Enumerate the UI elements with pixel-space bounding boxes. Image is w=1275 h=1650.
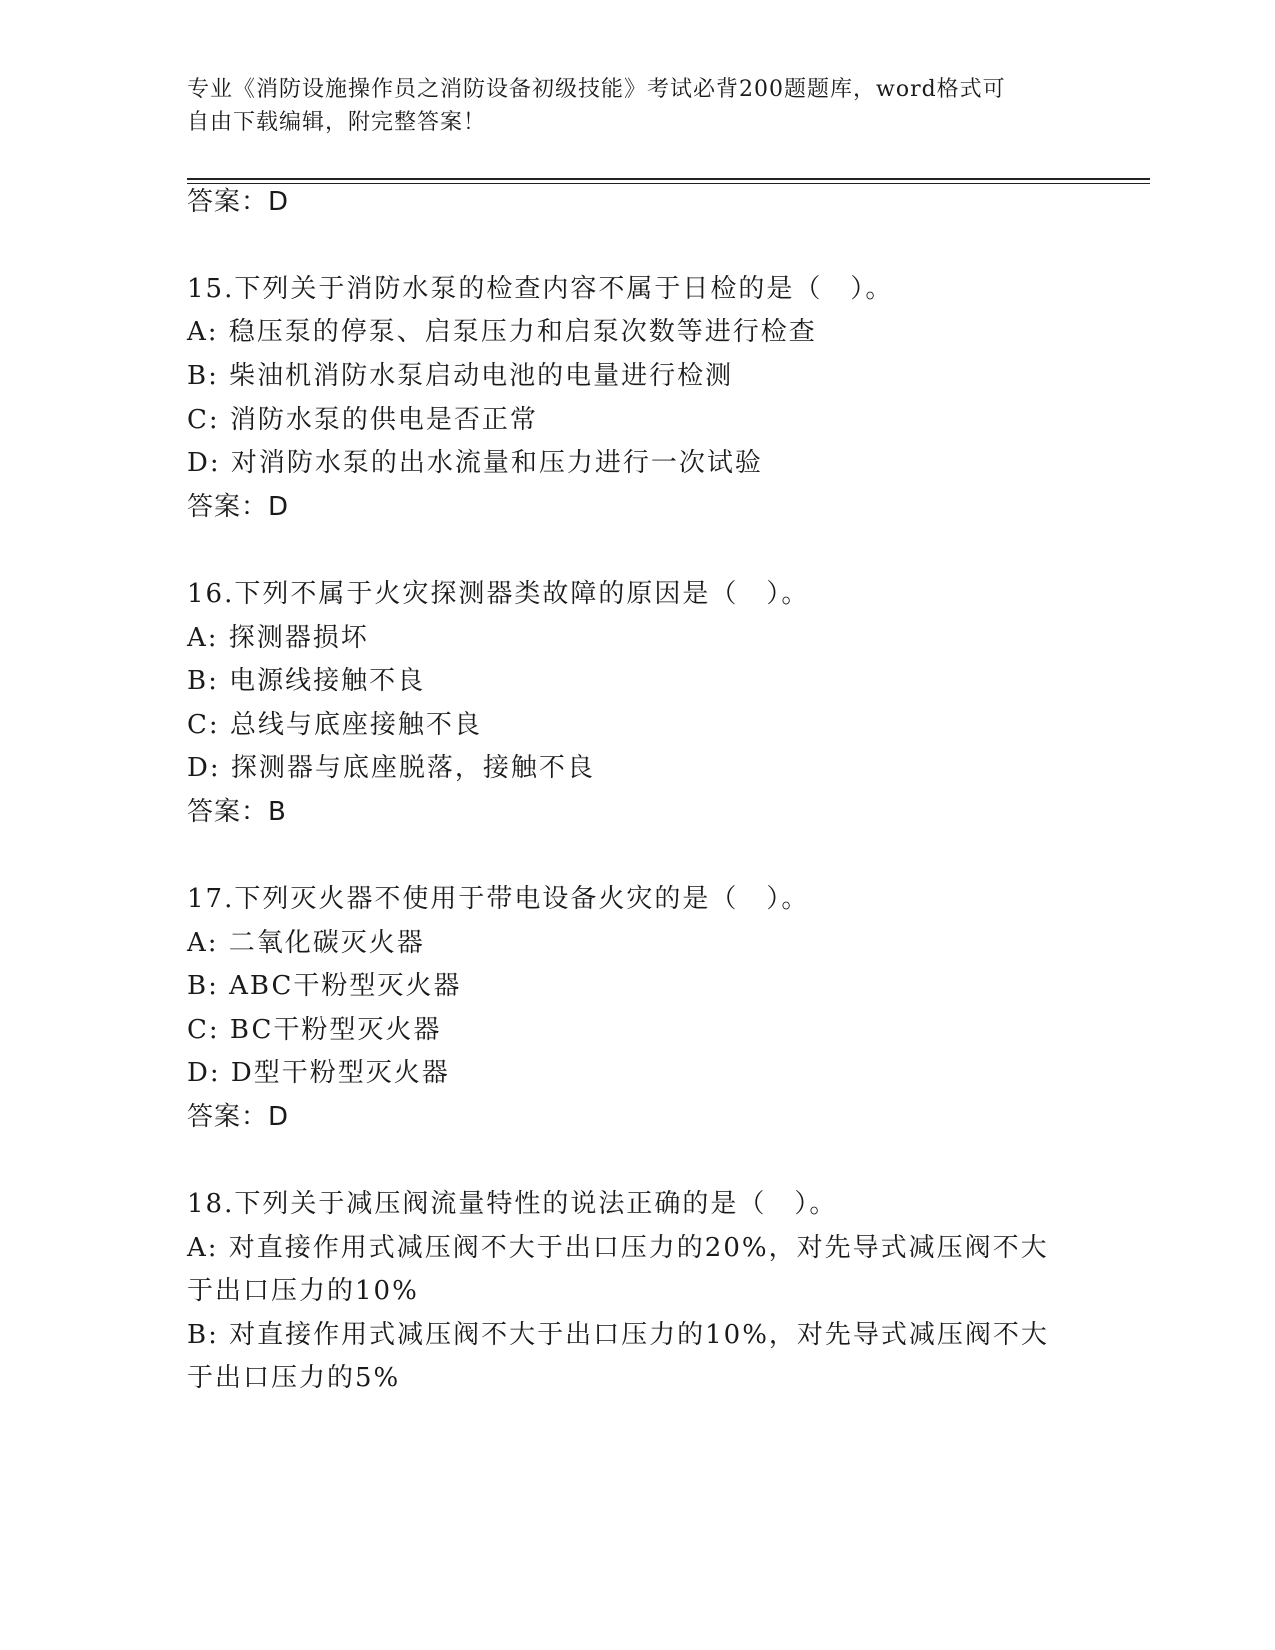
header-rule-thick [187,178,1150,180]
question-15-stem: 15.下列关于消防水泵的检查内容不属于日检的是（ ）。 [187,274,894,304]
question-18-option-b-line-2: 于出口压力的5% [187,1363,401,1393]
question-15-option-d: D: 对消防水泵的出水流量和压力进行一次试验 [187,448,763,478]
question-17-option-b: B: ABC干粉型灭火器 [187,971,462,1001]
question-18-option-a-line-2: 于出口压力的10% [187,1276,419,1306]
answer-16: 答案：B [187,797,287,827]
question-16-stem: 16.下列不属于火灾探测器类故障的原因是（ ）。 [187,579,810,609]
answer-14: 答案：D [187,187,290,217]
question-16-option-c: C: 总线与底座接触不良 [187,710,482,740]
question-17-option-a: A: 二氧化碳灭火器 [187,928,425,958]
question-15-option-b: B: 柴油机消防水泵启动电池的电量进行检测 [187,361,734,391]
answer-17: 答案：D [187,1102,290,1132]
header-line-2: 自由下载编辑，附完整答案！ [187,110,487,135]
question-18-option-b-line-1: B: 对直接作用式减压阀不大于出口压力的10%，对先导式减压阀不大 [187,1320,1049,1350]
question-18-stem: 18.下列关于减压阀流量特性的说法正确的是（ ）。 [187,1189,838,1219]
answer-15: 答案：D [187,492,290,522]
question-15-option-a: A: 稳压泵的停泵、启泵压力和启泵次数等进行检查 [187,317,817,347]
question-17-option-d: D: D型干粉型灭火器 [187,1058,450,1088]
header-rule-thin [187,183,1150,184]
question-16-option-b: B: 电源线接触不良 [187,666,426,696]
question-16-option-a: A: 探测器损坏 [187,623,369,653]
question-18-option-a-line-1: A: 对直接作用式减压阀不大于出口压力的20%，对先导式减压阀不大 [187,1233,1049,1263]
document-header [187,73,1067,139]
question-16-option-d: D: 探测器与底座脱落，接触不良 [187,753,595,783]
question-17-stem: 17.下列灭火器不使用于带电设备火灾的是（ ）。 [187,884,810,914]
question-17-option-c: C: BC干粉型灭火器 [187,1015,442,1045]
question-15-option-c: C: 消防水泵的供电是否正常 [187,405,538,435]
header-line-1: 专业《消防设施操作员之消防设备初级技能》考试必背200题题库，word格式可 [187,77,1006,102]
